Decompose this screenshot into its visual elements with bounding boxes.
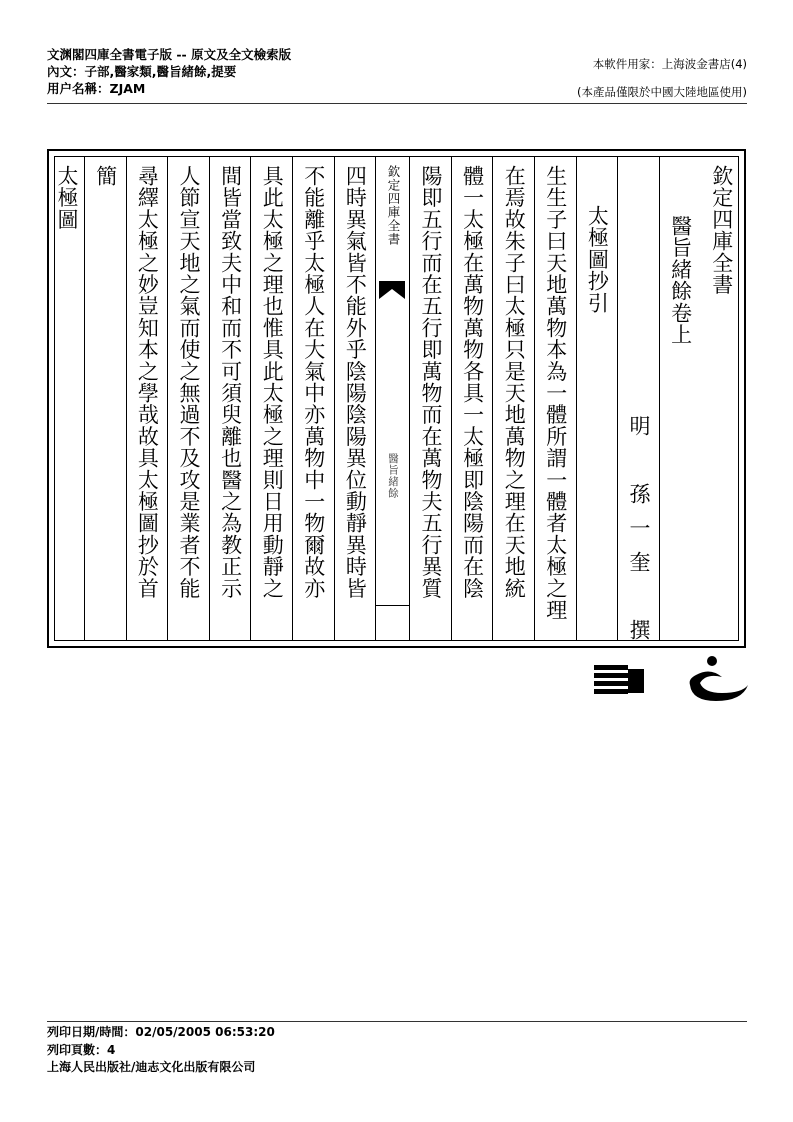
- text-column-10: [292, 157, 334, 640]
- author-line: 明 孫一奎 撰: [626, 415, 651, 653]
- header-divider: [47, 103, 747, 104]
- text-column-8: [409, 157, 451, 640]
- header-licensee-line: 本軟件用家：上海波金書店(4): [592, 57, 747, 71]
- figure-caption: 太極圖: [55, 165, 79, 231]
- header-right: [577, 50, 747, 106]
- body-text-line: 陽即五行而在五行即萬物而在萬物夫五行異質: [418, 165, 443, 599]
- footer-divider: [47, 1021, 747, 1022]
- center-section-title: 醫旨緒餘: [386, 453, 399, 499]
- body-text-line: 間皆當致夫中和而不可須臾離也醫之為教正示: [218, 165, 243, 599]
- header-content-line: 內文：子部,醫家類,醫旨緒餘,提要: [47, 64, 237, 79]
- text-column-3: [617, 157, 659, 653]
- section-heading: 太極圖抄引: [585, 205, 610, 314]
- print-page-count: 列印頁數：4: [47, 1042, 116, 1057]
- text-column-4: [576, 157, 618, 640]
- body-text-line: 尋繹太極之妙豈知本之學哉故具太極圖抄於首: [135, 165, 160, 599]
- text-column-16: [49, 157, 84, 640]
- text-column-5: [534, 157, 576, 640]
- center-fold-column: [375, 157, 409, 640]
- body-text-line: 具此太極之理也惟具此太極之理則日用動靜之: [260, 165, 285, 599]
- book-page-frame: [47, 149, 746, 653]
- publisher-line: 上海人民出版社/迪志文化出版有限公司: [47, 1060, 256, 1074]
- publisher-logo-icon: [592, 655, 752, 707]
- text-column-1: [700, 157, 742, 640]
- text-column-7: [451, 157, 493, 640]
- body-text-line: 不能離乎太極人在大氣中亦萬物中一物爾故亦: [301, 165, 326, 599]
- text-column-13: [167, 157, 209, 640]
- fish-tail-mark-icon: [379, 281, 405, 299]
- text-column-2: [659, 157, 701, 640]
- footer: [47, 1024, 275, 1077]
- center-book-title: 欽定四庫全書: [385, 165, 401, 246]
- header-left: [47, 46, 291, 97]
- text-column-12: [209, 157, 251, 640]
- text-column-9: [334, 157, 376, 640]
- body-text-line: 人節宣天地之氣而使之無過不及攻是業者不能: [176, 165, 201, 599]
- book-page-text-area: [54, 156, 739, 653]
- text-column-15: [84, 157, 126, 640]
- text-column-6: [492, 157, 534, 640]
- header-region-note: (本產品僅限於中國大陸地區使用): [577, 85, 747, 99]
- header-title-line: 文渊閣四庫全書電子版 -- 原文及全文檢索版: [47, 47, 292, 62]
- body-text-line: 體一太極在萬物萬物各具一太極即陰陽而在陰: [460, 165, 485, 599]
- body-text-line: 在焉故朱子曰太極只是天地萬物之理在天地統: [502, 165, 527, 599]
- text-column-11: [250, 157, 292, 640]
- body-text-line: 生生子曰天地萬物本為一體所謂一體者太極之理: [543, 165, 568, 621]
- volume-title: 醫旨緒餘卷上: [668, 215, 693, 346]
- body-text-line: 四時異氣皆不能外乎陰陽陰陽異位動靜異時皆: [343, 165, 368, 599]
- body-text-line: 簡: [93, 165, 118, 187]
- collection-title: 欽定四庫全書: [709, 165, 734, 296]
- text-column-14: [126, 157, 168, 640]
- print-datetime: 列印日期/時間：02/05/2005 06:53:20: [47, 1025, 275, 1039]
- center-rule: [376, 605, 409, 606]
- header-user-line: 用户名稱：ZJAM: [47, 81, 146, 96]
